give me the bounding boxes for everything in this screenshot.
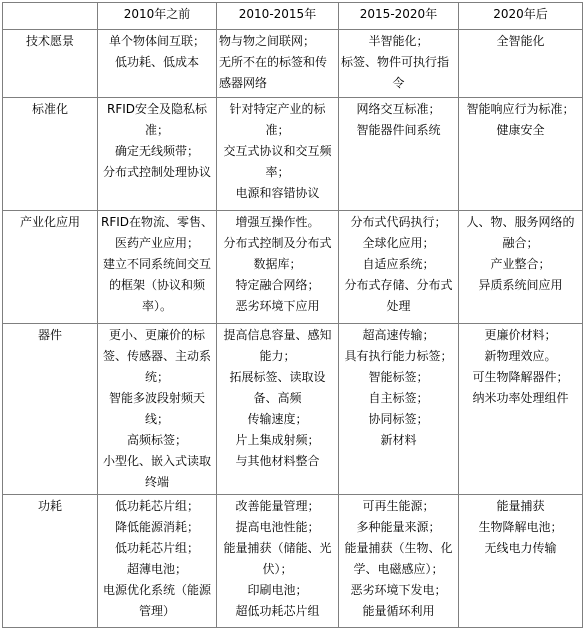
cell-line: 印刷电池；: [247, 583, 308, 597]
cell-line: 改善能量管理；: [235, 499, 320, 513]
cell-line: 能量捕获（储能、光: [223, 541, 332, 555]
cell-line: 更廉价材料；: [484, 328, 557, 342]
cell-line: 电源和容错协议: [235, 186, 320, 200]
cell-line: 全球化应用；: [362, 236, 435, 250]
cell-line: 针对特定产业的标: [229, 102, 326, 116]
cell-line: 感器网络: [219, 76, 268, 90]
cell-line: 半智能化；: [368, 34, 429, 48]
cell-line: 无所不在的标签和传: [219, 55, 328, 69]
cell-line: 产业整合；: [490, 257, 551, 271]
table-cell: [339, 495, 459, 628]
cell-line: 融合；: [502, 236, 539, 250]
table-cell: [459, 98, 583, 211]
cell-line: 交互式协议和交互频: [223, 144, 332, 158]
table-cell: [98, 211, 217, 324]
cell-line: 分布式存储、分布式: [344, 278, 453, 292]
cell-line: 片上集成射频；: [235, 433, 320, 447]
cell-line: 特定融合网络；: [235, 278, 320, 292]
cell-line: 能力；: [259, 349, 296, 363]
table-cell: [459, 495, 583, 628]
cell-line: 具有执行能力标签；: [344, 349, 453, 363]
cell-line: 建立不同系统间交互: [102, 257, 211, 271]
cell-line: 降低能源消耗；: [114, 520, 199, 534]
cell-line: 拓展标签、读取设: [229, 370, 326, 384]
cell-line: 终端: [144, 475, 169, 489]
cell-line: 恶劣环境下应用: [235, 299, 320, 313]
cell-line: 多种能量来源；: [356, 520, 441, 534]
cell-line: 纳米功率处理组件: [472, 391, 569, 405]
cell-line: RFID安全及隐私标: [106, 102, 208, 116]
cell-line: RFID在物流、零售、: [100, 215, 214, 229]
table-cell: [459, 30, 583, 98]
cell-line: 备、高频: [253, 391, 302, 405]
table-cell: [98, 30, 217, 98]
table-cell: [217, 495, 339, 628]
cell-line: 能量循环利用: [362, 604, 435, 618]
table-cell: [217, 98, 339, 211]
cell-line: 签、传感器、主动系: [102, 349, 211, 363]
cell-line: 高频标签；: [126, 433, 187, 447]
cell-line: 网络交互标准；: [356, 102, 441, 116]
cell-line: 低功耗芯片组；: [114, 499, 199, 513]
cell-line: 低功耗芯片组；: [114, 541, 199, 555]
cell-line: 人、物、服务网络的: [466, 215, 575, 229]
cell-line: 标签、物件可执行指: [341, 55, 450, 69]
cell-line: 超高速传输；: [362, 328, 435, 342]
cell-line: 新材料: [380, 433, 417, 447]
category-label: 技术愿景: [3, 30, 98, 98]
category-label: 器件: [3, 324, 98, 495]
category-label: 标准化: [3, 98, 98, 211]
cell-line: 传输速度；: [247, 412, 308, 426]
cell-line: 智能响应行为标准；: [466, 102, 575, 116]
row-technology-vision: [3, 30, 583, 98]
cell-line: 准；: [265, 123, 290, 137]
header-row: [3, 3, 583, 30]
cell-line: 低功耗、低成本: [114, 55, 199, 69]
roadmap-table: [2, 2, 583, 628]
category-label: 产业化应用: [3, 211, 98, 324]
cell-line: 管理）: [138, 604, 175, 618]
cell-line: 健康安全: [496, 123, 545, 137]
cell-line: 生物降解电池；: [478, 520, 563, 534]
cell-line: 自适应系统；: [362, 257, 435, 271]
header-period-2020-after: 2020年后: [459, 3, 583, 30]
row-industrial-application: [3, 211, 583, 324]
cell-line: 统；: [144, 370, 169, 384]
cell-line: 超薄电池；: [126, 562, 187, 576]
cell-line: 恶劣环境下发电；: [350, 583, 447, 597]
cell-line: 超低功耗芯片组: [235, 604, 320, 618]
cell-line: 能量捕获（生物、化: [344, 541, 453, 555]
cell-line: 智能多波段射频天: [108, 391, 205, 405]
table-cell: [98, 324, 217, 495]
table-cell: [339, 324, 459, 495]
cell-line: 异质系统间应用: [478, 278, 563, 292]
table-cell: [217, 324, 339, 495]
cell-line: 处理: [386, 299, 411, 313]
row-standardization: [3, 98, 583, 211]
cell-line: 智能器件间系统: [356, 123, 441, 137]
table-cell: [459, 324, 583, 495]
cell-line: 全智能化: [496, 34, 545, 48]
cell-line: 准；: [144, 123, 169, 137]
cell-line: 确定无线频带；: [114, 144, 199, 158]
cell-line: 率）。: [141, 299, 172, 313]
table-cell: [98, 495, 217, 628]
cell-line: 增强互操作性。: [235, 215, 320, 229]
header-period-2015-2020: 2015-2020年: [339, 3, 459, 30]
cell-line: 能量捕获: [496, 499, 545, 513]
cell-line: 单个物体间互联；: [108, 34, 205, 48]
category-label: 功耗: [3, 495, 98, 628]
cell-line: 新物理效应。: [484, 349, 557, 363]
cell-line: 与其他材料整合: [235, 454, 320, 468]
table-cell: [98, 98, 217, 211]
cell-line: 小型化、嵌入式读取: [102, 454, 211, 468]
table-cell: [459, 211, 583, 324]
cell-line: 更小、更廉价的标: [108, 328, 205, 342]
cell-line: 分布式代码执行；: [350, 215, 447, 229]
table-cell: [339, 30, 459, 98]
cell-line: 自主标签；: [368, 391, 429, 405]
cell-line: 提高信息容量、感知: [223, 328, 332, 342]
cell-line: 医药产业应用；: [114, 236, 199, 250]
cell-line: 令: [392, 76, 405, 90]
cell-line: 无线电力传输: [484, 541, 557, 555]
header-period-2010-before: 2010年之前: [98, 3, 217, 30]
cell-line: 物与物之间联网；: [219, 34, 316, 48]
cell-line: 电源优化系统（能源: [102, 583, 211, 597]
header-period-2010-2015: 2010-2015年: [217, 3, 339, 30]
table-cell: [217, 211, 339, 324]
cell-line: 线；: [144, 412, 169, 426]
cell-line: 提高电池性能；: [235, 520, 320, 534]
cell-line: 伏）；: [262, 562, 293, 576]
cell-line: 分布式控制及分布式: [223, 236, 332, 250]
cell-line: 数据库；: [253, 257, 302, 271]
row-power-consumption: [3, 495, 583, 628]
cell-line: 可生物降解器件；: [472, 370, 569, 384]
cell-line: 分布式控制处理协议: [102, 165, 211, 179]
table-cell: [339, 211, 459, 324]
cell-line: 的框架（协议和频: [108, 278, 205, 292]
table-cell: [217, 30, 339, 98]
cell-line: 学、电磁感应）；: [353, 562, 444, 576]
cell-line: 协同标签；: [368, 412, 429, 426]
cell-line: 可再生能源；: [362, 499, 435, 513]
header-corner-cell: [3, 3, 98, 30]
cell-line: 智能标签；: [368, 370, 429, 384]
cell-line: 率；: [265, 165, 290, 179]
table-cell: [339, 98, 459, 211]
row-devices: [3, 324, 583, 495]
